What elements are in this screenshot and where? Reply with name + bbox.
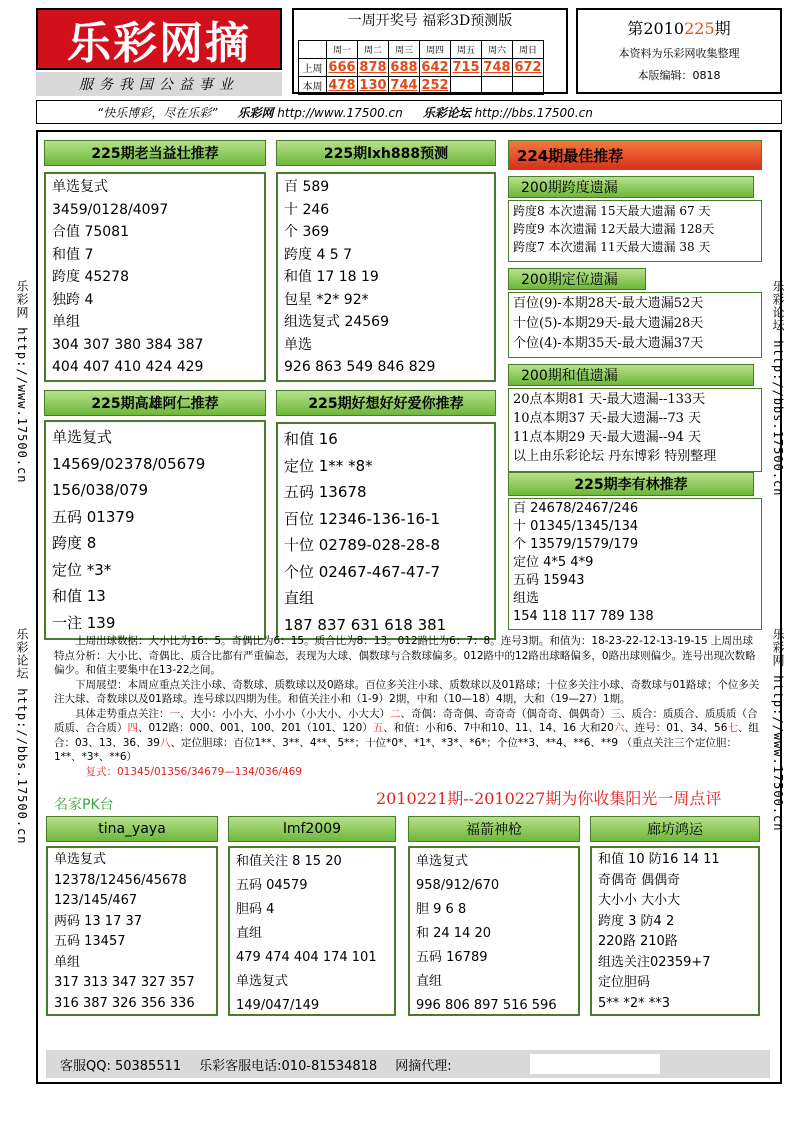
footer-qq: 客服QQ: 50385511 — [60, 1058, 182, 1074]
line: 316 387 326 356 336 — [54, 995, 195, 1011]
line: 大小小 大小大 — [598, 893, 681, 908]
line: 187 837 631 618 381 — [284, 615, 447, 634]
draw-number — [482, 77, 513, 95]
side-label-left-bottom: 乐彩论坛 http://bbs.17500.cn — [15, 628, 29, 845]
line: 跨度 45278 — [52, 269, 129, 285]
best-title: 224期最佳推荐 — [508, 140, 762, 170]
pk-box-4 — [590, 816, 760, 1016]
site1-url: http://www.17500.cn — [277, 105, 403, 120]
draw-number: 688 — [390, 60, 418, 75]
line: 以上由乐彩论坛 丹东博彩 特别整理 — [513, 449, 717, 464]
box-body — [276, 172, 496, 382]
day-label: 周五 — [451, 41, 482, 59]
fushi: 复式：01345/01356/34679—134/036/469 — [85, 765, 302, 778]
line: 12378/12456/45678 — [54, 872, 187, 888]
issue-suffix: 期 — [714, 19, 731, 38]
edition-note: 本版编辑：0818 — [637, 69, 721, 82]
line: 跨度 8 — [52, 534, 97, 552]
draw-title: 一周开奖号 福彩3D预测版 — [347, 13, 513, 29]
line: 996 806 897 516 596 — [416, 998, 557, 1013]
line: 独跨 4 — [52, 291, 94, 308]
seg: 、奇偶：奇奇偶、奇奇奇（偶奇奇、偶偶奇） — [400, 707, 611, 720]
seg: 、012路：000、001、100、201（101、120） — [138, 722, 373, 734]
line: 和值 17 18 19 — [284, 269, 379, 285]
agent-blank — [530, 1054, 660, 1074]
pk-title-4: 廊坊鸿运 — [590, 816, 760, 842]
line: 跨度 3 防4 2 — [598, 913, 675, 929]
pos-miss-title: 200期定位遗漏 — [508, 268, 646, 290]
site2-link[interactable] — [423, 104, 593, 121]
collected-note: 本资料为乐彩网收集整理 — [618, 47, 740, 60]
footer-tel: 乐彩客服电话:010-81534818 — [199, 1058, 378, 1074]
box-body — [276, 422, 496, 640]
line: 十 01345/1345/134 — [513, 519, 639, 534]
pk-box-2 — [228, 816, 396, 1016]
line: 个 13579/1579/179 — [513, 537, 639, 552]
line: 胆码 4 — [236, 902, 275, 917]
line: 五码 13678 — [284, 483, 367, 501]
line: 156/038/079 — [52, 481, 148, 499]
pk-body — [408, 846, 580, 1016]
line: 五码 01379 — [52, 507, 135, 526]
draw-number — [513, 77, 544, 95]
line: 奇偶奇 偶偶奇 — [598, 872, 681, 888]
line: 11点本期29 天-最大遗漏--94 天 — [513, 430, 702, 445]
line: 五码 04579 — [236, 878, 308, 893]
draw-number: 672 — [514, 60, 542, 75]
line: 220路 210路 — [598, 934, 678, 949]
box-title: 225期lxh888预测 — [276, 140, 496, 166]
draw-number: 252 — [421, 78, 449, 93]
side-label-right-top: 乐彩论坛 http://bbs.17500.cn — [771, 280, 785, 497]
recommend-box-1 — [44, 140, 266, 382]
line: 百 589 — [284, 179, 330, 195]
line: 10点本期37 天-最大遗漏--73 天 — [513, 411, 702, 426]
recommend-box-2 — [276, 140, 496, 382]
line: 跨度 4 5 7 — [284, 246, 353, 263]
side-label-left-top: 乐彩网 http://www.17500.cn — [15, 280, 29, 484]
pk-box-1 — [46, 816, 218, 1016]
row-label: 本周 — [299, 77, 327, 95]
logo — [36, 8, 282, 70]
line: 单选复式 — [236, 974, 289, 989]
line: 926 863 549 846 829 — [284, 359, 436, 375]
draw-number: 130 — [359, 78, 387, 93]
line: 154 118 117 789 138 — [513, 609, 654, 624]
line: 和 24 14 20 — [416, 926, 492, 941]
line: 5** *2* **3 — [598, 995, 671, 1011]
right-column — [508, 140, 762, 630]
span-miss-body — [508, 200, 762, 262]
draw-number: 478 — [328, 78, 356, 93]
line: 跨度7 本次遗漏 11天最大遗漏 38 天 — [513, 240, 711, 254]
day-label: 周日 — [513, 41, 544, 59]
line: 五码 13457 — [54, 934, 126, 949]
li-body — [508, 498, 762, 630]
num: 四 — [127, 722, 138, 734]
seg: 、和值：小和6、7中和10、11、14、16 大和20 — [383, 722, 614, 734]
line: 组选 — [513, 591, 540, 606]
line: 479 474 404 174 101 — [236, 950, 377, 965]
line: 十位(5)-本期29天-最大遗漏28天 — [513, 316, 704, 331]
line: 和值 13 — [52, 587, 106, 605]
analysis-p1: 上周出球数据：大小比为16：5。奇偶比为6：15。质合比为8：13。012路比为6：7：8。连号3期。和值为：18-23-22-12-13-19-15 上周出球特点分析：大小比、奇偶比、质合比都有严重偏态，表现为大球、偶数球与合数球偏多。012路中的12路出球略偏多，0路出球则偏少。连号出现次数略偏少。和值主要集中在13-22之间。 — [54, 635, 756, 676]
line: 直组 — [416, 974, 443, 989]
seg: 、大小：小小大、小小小（小大小、小大大） — [180, 707, 390, 720]
line: 包星 *2* 92* — [284, 291, 369, 308]
issue-number — [578, 16, 780, 39]
num: 七 — [727, 722, 738, 734]
num: 五 — [372, 722, 384, 734]
line: 胆 9 6 8 — [416, 902, 467, 917]
box-title: 225期高雄阿仁推荐 — [44, 390, 266, 416]
draw-number: 744 — [390, 78, 418, 93]
line: 跨度8 本次遗漏 15天最大遗漏 67 天 — [513, 204, 711, 218]
line: 404 407 410 424 429 — [52, 359, 204, 375]
issue-prefix: 第2010 — [627, 19, 685, 38]
num: 六 — [613, 722, 625, 734]
pos-miss-body — [508, 292, 762, 358]
li-title: 225期李有林推荐 — [508, 472, 754, 496]
line: 和值 7 — [52, 246, 94, 263]
site2-url: http://bbs.17500.cn — [474, 105, 593, 120]
line: 定位 *3* — [52, 560, 112, 579]
line: 和值关注 8 15 20 — [236, 854, 342, 869]
logo-text: 乐彩网摘 — [67, 18, 251, 69]
pk-title-1: tina_yaya — [46, 816, 218, 842]
line: 百 24678/2467/246 — [513, 501, 639, 516]
day-label: 周四 — [420, 41, 451, 59]
pk-body — [228, 846, 396, 1016]
box-title: 225期老当益壮推荐 — [44, 140, 266, 166]
line: 单组 — [54, 954, 81, 970]
footer-agent: 网摘代理: — [395, 1058, 452, 1074]
motto: “快乐博彩，尽在乐彩” — [97, 105, 218, 120]
pk-body — [46, 846, 218, 1016]
line: 五码 16789 — [416, 950, 488, 965]
sum-miss-body — [508, 388, 762, 472]
box-title: 225期好想好好爱你推荐 — [276, 390, 496, 416]
issue-panel — [576, 8, 782, 94]
num: 八 — [159, 736, 171, 749]
line: 单选复式 — [416, 854, 469, 869]
day-label: 周二 — [358, 41, 389, 59]
line: 个位 02467-467-47-7 — [284, 562, 440, 581]
draw-number — [451, 77, 482, 95]
recommend-box-4 — [276, 390, 496, 640]
seg: 、质合：质质合、质质质（合质质、合合质） — [54, 707, 758, 734]
day-label: 周一 — [327, 41, 358, 59]
line: 直组 — [284, 589, 315, 607]
line: 3459/0128/4097 — [52, 201, 169, 218]
num: 一 — [169, 707, 180, 720]
line: 两码 13 17 37 — [54, 913, 143, 929]
line: 五码 15943 — [513, 573, 585, 588]
line: 定位 4*5 4*9 — [513, 555, 594, 570]
line: 和值 16 — [284, 430, 338, 448]
line: 单选复式 — [52, 428, 113, 446]
pk-body — [590, 846, 760, 1016]
line: 149/047/149 — [236, 998, 320, 1013]
line: 合值 75081 — [52, 224, 129, 240]
line: 跨度9 本次遗漏 12天最大遗漏 128天 — [513, 222, 715, 236]
line: 14569/02378/05679 — [52, 454, 206, 473]
line: 一注 139 — [52, 613, 116, 632]
row-label: 上周 — [299, 59, 327, 77]
line: 定位胆码 — [598, 975, 651, 990]
slogan: 服务我国公益事业 — [36, 72, 282, 96]
line: 317 313 347 327 357 — [54, 975, 195, 990]
box-body — [44, 420, 266, 640]
analysis-p3 — [54, 707, 760, 765]
pk-title-3: 福箭神枪 — [408, 816, 580, 842]
line: 组选关注02359+7 — [598, 954, 711, 970]
line: 十位 02789-028-28-8 — [284, 536, 440, 554]
line: 和值 10 防16 14 11 — [598, 852, 720, 867]
sum-miss-title: 200期和值遗漏 — [508, 364, 754, 386]
draw-results-panel — [292, 8, 568, 94]
seg: 、组合：03、13、36、39 — [54, 722, 759, 749]
box-body — [44, 172, 266, 382]
line: 个 369 — [284, 224, 330, 240]
draw-number: 878 — [359, 60, 387, 75]
line: 直组 — [236, 926, 263, 941]
line: 组选复式 24569 — [284, 314, 389, 330]
footer-bar — [46, 1050, 770, 1078]
draw-number: 748 — [483, 60, 511, 75]
num: 三 — [610, 707, 621, 720]
analysis-p2: 下周展望：本周应重点关注小球、奇数球、质数球以及0路球。百位多关注小球、质数球以及01路球；十位多关注小球、奇数球与01路球；个位多关注大球、奇数球以及01路球。连号球以四期为佳。和值关注小和（1-9）2期，中和（10—18）4期，大和（19—27）1期。 — [54, 678, 760, 705]
draw-number: 666 — [328, 60, 356, 75]
pk-box-3 — [408, 816, 580, 1016]
draw-number: 642 — [421, 60, 449, 75]
line: 十 246 — [284, 201, 330, 218]
seg: 、连号：01、34、56 — [624, 722, 728, 734]
line: 单组 — [52, 314, 80, 330]
line: 20点本期81 天-最大遗漏--133天 — [513, 392, 706, 407]
site2-name: 乐彩论坛 — [422, 105, 471, 120]
site1-name: 乐彩网 — [237, 105, 274, 120]
recommend-box-3 — [44, 390, 266, 640]
pk-title: 名家PK台 — [54, 797, 114, 813]
line: 个位(4)-本期35天-最大遗漏37天 — [513, 336, 704, 351]
draw-number: 715 — [452, 60, 480, 75]
line: 958/912/670 — [416, 878, 500, 893]
span-miss-title: 200期跨度遗漏 — [508, 176, 754, 198]
pk-title-2: lmf2009 — [228, 816, 396, 842]
line: 百位(9)-本期28天-最大遗漏52天 — [513, 296, 704, 311]
issue-num: 225 — [684, 19, 715, 38]
line: 单选 — [284, 336, 312, 353]
analysis-text — [54, 634, 760, 779]
review-title: 2010221期--2010227期为你收集阳光一周点评 — [376, 789, 722, 808]
line: 定位 1** *8* — [284, 456, 373, 475]
url-bar — [36, 100, 782, 124]
line: 单选复式 — [54, 852, 107, 867]
day-label: 周三 — [389, 41, 420, 59]
side-label-right-bottom: 乐彩网 http://www.17500.cn — [771, 628, 785, 832]
line: 304 307 380 384 387 — [52, 336, 204, 353]
line: 123/145/467 — [54, 893, 138, 908]
num: 二 — [390, 707, 401, 720]
line: 百位 12346-136-16-1 — [284, 509, 440, 528]
seg: 具体走势重点关注： — [75, 707, 170, 720]
draw-table — [298, 40, 544, 95]
site1-link[interactable] — [237, 104, 402, 121]
line: 单选复式 — [52, 179, 108, 195]
day-label: 周六 — [482, 41, 513, 59]
seg: 、定位胆球：百位1**、3**、4**、5**；十位*0*、*1*、*3*、*6*；个位**3、**4、**6、**9 （重点关注三个定位胆：1**、*3*、**6） — [54, 736, 737, 763]
